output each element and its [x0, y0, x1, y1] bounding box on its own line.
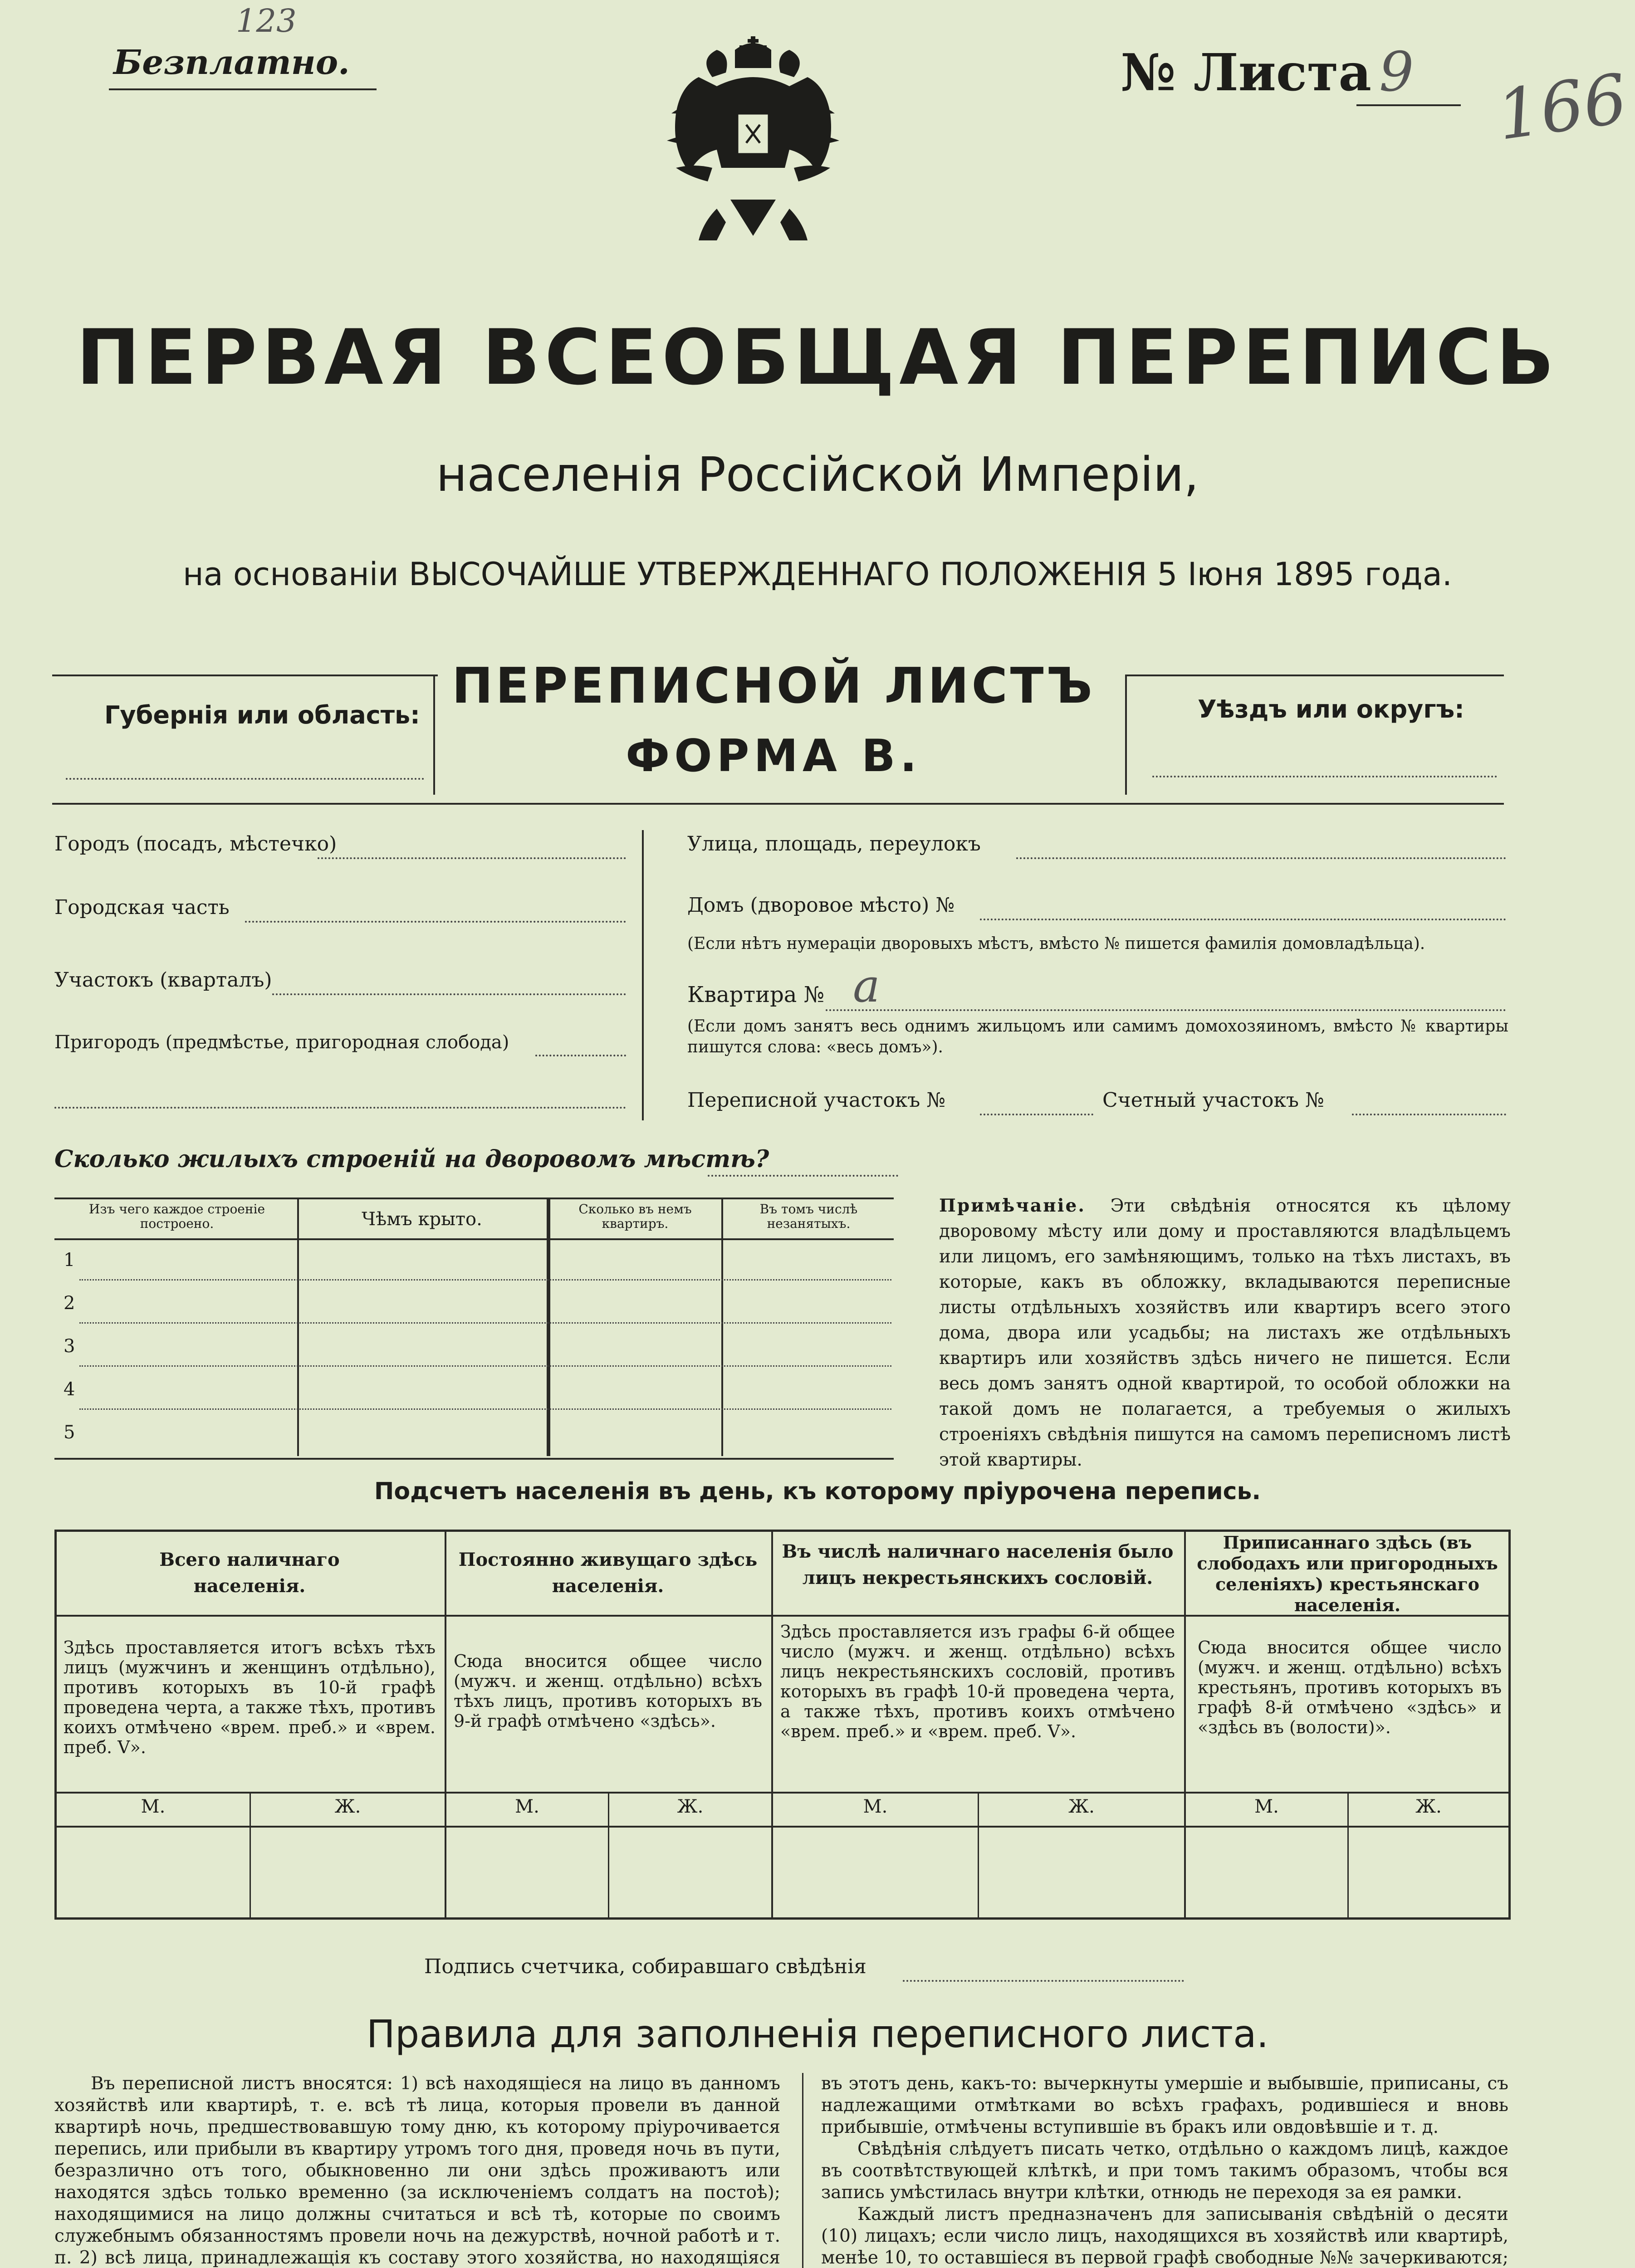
governorate-label: Губернія или область: — [104, 701, 420, 729]
count-col3-m-value[interactable] — [773, 1828, 978, 1916]
free-underline — [109, 88, 377, 90]
double-headed-eagle-icon — [662, 36, 844, 245]
page-subtitle: населенія Россійской Имперіи, — [436, 447, 1199, 502]
buildings-row-4: 4 — [64, 1379, 75, 1400]
signature-field[interactable] — [903, 1980, 1184, 1982]
suburb-field[interactable] — [535, 1055, 626, 1056]
rules-right-column — [821, 2073, 1508, 2268]
apartment-field[interactable] — [826, 1009, 1506, 1011]
count-col4-m-value[interactable] — [1186, 1828, 1347, 1916]
district-field[interactable] — [1152, 776, 1497, 777]
count-area-field[interactable] — [1352, 1114, 1506, 1115]
apartment-label: Квартира № — [687, 982, 825, 1007]
buildings-note-text: Эти свѣдѣнія относятся къ цѣлому дворовому мѣсту или дому и проставляются владѣльцемъ или лицомъ, его замѣняющимъ, только на тѣхъ листахъ, въ которые, какъ въ обложку, вкладываются переписные листы отдѣльныхъ хозяйствъ или квартиръ всего этого дома, двора или усадьбы; на листахъ же отдѣльныхъ квартиръ или хозяйствъ здѣсь ничего не пишется. Если весь домъ занятъ одной квартирой, то особой обложки на такой домъ не полагается, а требуемыя о жилыхъ строеніяхъ свѣдѣнія пишутся на самомъ переписномъ листѣ этой квартиры. — [939, 1196, 1511, 1470]
count-col1-head: Всего наличнаго населенія. — [159, 1549, 340, 1597]
count-col3-f: Ж. — [1068, 1796, 1095, 1817]
sheet-number-label: № Листа — [1121, 43, 1371, 103]
count-title: Подсчетъ населенія въ день, къ которому пріурочена перепись. — [374, 1478, 1261, 1505]
census-area-label: Переписной участокъ № — [687, 1089, 945, 1112]
count-col3-head: Въ числѣ наличнаго населенія было лицъ некрестьянскихъ сословій. — [782, 1541, 1174, 1589]
free-label: Безплатно. — [113, 43, 350, 82]
buildings-header-roof: Чѣмъ крыто. — [362, 1209, 482, 1230]
count-col2-f-value[interactable] — [609, 1828, 771, 1916]
buildings-row-5: 5 — [64, 1422, 75, 1443]
buildings-note — [939, 1193, 1511, 1473]
city-label: Городъ (посадъ, мѣстечко) — [54, 832, 337, 855]
street-label: Улица, площадь, переулокъ — [687, 832, 981, 855]
rules-left-paragraph-1: Въ переписной листъ вносятся: 1) всѣ находящіеся на лицо въ данномъ хозяйствѣ или квартирѣ, т. е. всѣ тѣ лица, которыя провели въ данной квартирѣ ночь, предшествовавшую тому дню, къ которому пріурочивается перепись, или прибыли въ квартиру утромъ того дня, проведя ночь въ пути, безразлично отъ того, обыкновенно ли они здѣсь проживаютъ или находятся здѣсь только временно (за исключеніемъ солдатъ на постоѣ); находящимися на лицо должны считаться и всѣ тѣ, которые по своимъ служебнымъ обязанностямъ провели ночь на дежурствѣ, ночной работѣ и т. п. 2) всѣ лица, принадлежащія къ составу этого хозяйства, но находящіяся — [54, 2073, 780, 2268]
count-col2-f: Ж. — [677, 1796, 704, 1817]
suburb-label: Пригородъ (предмѣстье, пригородная слобода) — [54, 1032, 509, 1053]
count-col1-m: М. — [141, 1796, 166, 1817]
buildings-row-2: 2 — [64, 1293, 75, 1314]
count-col1-text: Здѣсь проставляется итогъ всѣхъ тѣхъ лицъ (мужчинъ и женщинъ отдѣльно), противъ которыхъ въ 10-й графѣ проведена черта, а также тѣхъ, противъ коихъ отмѣчено «врем. преб.» и «врем. преб. V». — [64, 1637, 436, 1757]
buildings-header-apartments: Сколько въ немъ квартиръ. — [578, 1202, 692, 1231]
count-col4-head: Приписаннаго здѣсь (въ слободахъ или пригородныхъ селеніяхъ) крестьянскаго населенія. — [1197, 1532, 1498, 1615]
house-field[interactable] — [980, 919, 1506, 920]
count-col3-m: М. — [863, 1796, 888, 1817]
precinct-label: Участокъ (кварталъ) — [54, 968, 272, 992]
rules-right-paragraph-3: Каждый листъ предназначенъ для записыванія свѣдѣній о десяти (10) лицахъ; если число лицъ, находящихся въ хозяйствѣ или квартирѣ, менѣе 10, то оставшіеся въ первой графѣ свободные №№ зачеркиваются; — [821, 2204, 1508, 2268]
apartment-note: (Если домъ занятъ весь однимъ жильцомъ или самимъ домохозяиномъ, вмѣсто № квартиры пишутся слова: «весь домъ»). — [687, 1017, 1508, 1056]
signature-label: Подпись счетчика, собиравшаго свѣдѣнія — [424, 1955, 866, 1978]
count-col1-m-value[interactable] — [57, 1828, 250, 1916]
count-col2-text: Сюда вносится общее число (мужч. и женщ. отдѣльно) всѣхъ тѣхъ лицъ, противъ которыхъ въ 9-й графѣ отмѣчено «здѣсь». — [454, 1651, 762, 1731]
sheet-number-line — [1356, 104, 1461, 106]
city-part-label: Городская часть — [54, 896, 230, 919]
street-field[interactable] — [1016, 857, 1506, 859]
rules-right-paragraph-1: въ этотъ день, какъ-то: вычеркнуты умершіе и выбывшіе, приписаны, съ надлежащими отмѣтками во всѣхъ графахъ, родившіеся и вновь прибывшіе, отмѣчены вступившіе въ бракъ или овдовѣвшіе и т. д. — [821, 2073, 1508, 2137]
governorate-field[interactable] — [66, 778, 424, 780]
census-sheet-title: ПЕРЕПИСНОЙ ЛИСТЪ — [452, 658, 1095, 714]
buildings-row-1: 1 — [64, 1250, 75, 1271]
count-col3-f-value[interactable] — [979, 1828, 1184, 1916]
buildings-table — [54, 1198, 894, 1460]
apartment-handwritten: а — [853, 959, 880, 1012]
corner-number-123: 123 — [236, 2, 297, 39]
buildings-header-vacant: Въ томъ числѣ незанятыхъ. — [759, 1202, 858, 1231]
sheet-number-handwritten: 9 — [1379, 41, 1414, 104]
count-col4-f-value[interactable] — [1349, 1828, 1508, 1916]
house-label: Домъ (дворовое мѣсто) № — [687, 894, 955, 917]
house-note: (Если нѣтъ нумераціи дворовыхъ мѣстъ, вмѣсто № пишется фамилія домовладѣльца). — [687, 934, 1425, 953]
count-col4-text: Сюда вносится общее число (мужч. и женщ. отдѣльно) всѣхъ крестьянъ, противъ которыхъ въ графѣ 8-й отмѣчено «здѣсь» и «здѣсь въ (волости)». — [1198, 1637, 1502, 1737]
page-title: ПЕРВАЯ ВСЕОБЩАЯ ПЕРЕПИСЬ — [76, 313, 1559, 402]
corner-number-166: 166 — [1492, 59, 1632, 156]
count-col1-f: Ж. — [334, 1796, 361, 1817]
district-label: Уѣздъ или округъ: — [1198, 695, 1464, 723]
rules-left-column — [54, 2073, 780, 2268]
city-part-field[interactable] — [245, 921, 626, 923]
basis-line: на основаніи ВЫСОЧАЙШЕ УТВЕРЖДЕННАГО ПОЛОЖЕНІЯ 5 Іюня 1895 года. — [183, 556, 1452, 593]
count-col2-m-value[interactable] — [446, 1828, 608, 1916]
buildings-count-field[interactable] — [708, 1175, 898, 1177]
count-col3-text: Здѣсь проставляется изъ графы 6-й общее число (мужч. и женщ. отдѣльно) всѣхъ лицъ некрестьянскихъ сословій, противъ которыхъ въ графѣ 10-й проведена черта, а также тѣхъ, противъ коихъ отмѣчено «врем. преб.» и «врем. преб. V». — [780, 1622, 1175, 1741]
buildings-header-material: Изъ чего каждое строеніе построено. — [88, 1202, 265, 1231]
city-field[interactable] — [318, 857, 626, 859]
count-col2-head: Постоянно живущаго здѣсь населенія. — [458, 1549, 758, 1597]
buildings-row-3: 3 — [64, 1336, 75, 1357]
rules-right-paragraph-2: Свѣдѣнія слѣдуетъ писать четко, отдѣльно о каждомъ лицѣ, каждое въ соотвѣтствующей клѣткѣ, и при томъ такимъ образомъ, чтобы вся запись умѣстилась внутри клѣтки, отнюдь не переходя за ея рамки. — [821, 2139, 1508, 2203]
count-col4-m: М. — [1254, 1796, 1279, 1817]
count-col4-f: Ж. — [1415, 1796, 1442, 1817]
count-area-label: Счетный участокъ № — [1102, 1089, 1324, 1112]
precinct-field[interactable] — [272, 993, 626, 995]
rules-title: Правила для заполненія переписного листа. — [366, 2012, 1269, 2056]
buildings-note-label: Примѣчаніе. — [939, 1195, 1086, 1216]
count-col1-f-value[interactable] — [251, 1828, 445, 1916]
form-letter: ФОРМА В. — [626, 730, 921, 782]
count-col2-m: М. — [515, 1796, 539, 1817]
buildings-question: Сколько жилыхъ строеній на дворовомъ мѣстѣ? — [54, 1145, 769, 1173]
suburb-field-2[interactable] — [54, 1107, 626, 1109]
census-area-field[interactable] — [980, 1114, 1093, 1115]
